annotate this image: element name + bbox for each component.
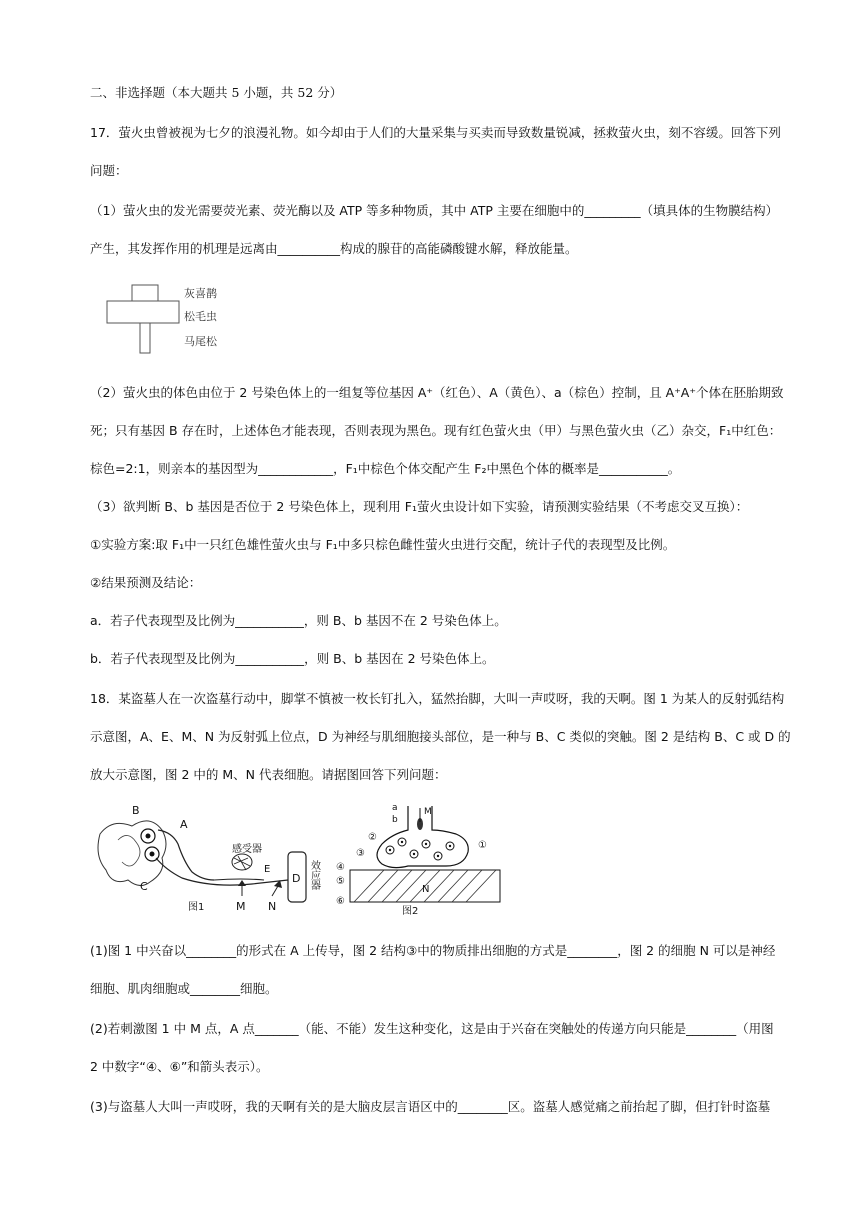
q17-experiment-plan: ①实验方案:取 F₁中一只红色雄性萤火虫与 F₁中多只棕色雌性萤火虫进行交配，统计子代的表现型及比例。: [90, 537, 676, 552]
synapse-c-dot: [150, 852, 155, 857]
fig1-label-effector: 效应器: [308, 860, 320, 890]
fig2-num-1: ①: [478, 840, 487, 851]
fig1-label-m: M: [236, 900, 246, 913]
fig2-num-6: ⑥: [336, 896, 345, 907]
q17-part1-line-2: 产生，其发挥作用的机理是远离由__________构成的腺苷的高能磷酸键水解，释放能量。: [90, 241, 578, 256]
fig1-label-a: A: [180, 818, 188, 831]
fig2-num-2: ②: [368, 832, 377, 843]
q17-result-a: a．若子代表现型及比例为___________，则 B、b 基因不在 2 号染色体上。: [90, 613, 507, 628]
figure-label-pine: 马尾松: [184, 335, 217, 348]
q18-intro-line-2: 示意图，A、E、M、N 为反射弧上位点，D 为神经与肌细胞接头部位，是一种与 B、C 类似的突触。图 2 是结构 B、C 或 D 的: [90, 729, 791, 744]
figure-2-synapse: [336, 803, 500, 917]
q17-prediction-heading: ②结果预测及结论：: [90, 575, 202, 590]
fig2-label-a: a: [392, 803, 398, 813]
afferent-nerve: [158, 830, 214, 880]
fig2-num-5: ⑤: [336, 876, 345, 887]
q18-part1-line-2: 细胞、肌肉细胞或________细胞。: [90, 981, 278, 996]
q17-part2-line-1: （2）萤火虫的体色由位于 2 号染色体上的一组复等位基因 A⁺（红色）、A（黄色）、a（棕色）控制，且 A⁺A⁺个体在胚胎期致: [90, 385, 784, 400]
caterpillar-box: [107, 301, 179, 323]
q17-part2-line-3: 棕色=2:1，则亲本的基因型为____________，F₁中棕色个体交配产生 F₂中黑色个体的概率是___________。: [90, 461, 681, 476]
q18-part3-line-1: (3)与盗墓人大叫一声哎呀，我的天啊有关的是大脑皮层言语区中的________区。盗墓人感觉痛之前抬起了脚，但打针时盗墓: [90, 1099, 771, 1114]
q18-part2-line-2: 2 中数字“④、⑥”和箭头表示）。: [90, 1059, 269, 1074]
q18-intro-line-1: 18．某盗墓人在一次盗墓行动中，脚掌不慎被一枚长钉扎入，猛然抬脚，大叫一声哎呀，我的天啊。图 1 为某人的反射弧结构: [90, 691, 785, 706]
fig1-label-e: E: [264, 864, 271, 875]
figure-label-caterpillar: 松毛虫: [184, 310, 217, 323]
spinal-cord-outline: [98, 821, 166, 886]
bird-box: [132, 285, 158, 301]
fig2-label-n: N: [422, 884, 430, 895]
q17-intro-line-1: 17．萤火虫曾被视为七夕的浪漫礼物。如今却由于人们的大量采集与买卖而导致数量锐减，拯救萤火虫，刻不容缓。回答下列: [90, 125, 781, 140]
arrow-n-shaft: [272, 886, 278, 896]
fig1-label-n: N: [268, 900, 277, 913]
presynaptic-terminal: [377, 806, 468, 868]
q17-intro-line-2: 问题：: [90, 163, 128, 178]
fig2-caption: 图2: [402, 906, 419, 917]
fig1-label-b: B: [132, 804, 140, 817]
q17-result-b: b．若子代表现型及比例为___________，则 B、b 基因在 2 号染色体上。: [90, 651, 495, 666]
fig2-num-4: ④: [336, 862, 345, 873]
q17-part1-line-1: （1）萤火虫的发光需要荧光素、荧光酶以及 ATP 等多种物质，其中 ATP 主要在细胞中的_________（填具体的生物膜结构）: [90, 203, 779, 218]
figure-label-bird: 灰喜鹊: [184, 287, 217, 300]
synapse-b-dot: [146, 834, 151, 839]
reflex-arc-synapse-figure: [92, 800, 512, 920]
fig1-caption: 图1: [188, 902, 205, 913]
figure-1-reflex-arc: [98, 804, 321, 913]
q17-part2-line-2: 死；只有基因 B 存在时，上述体色才能表现，否则表现为黑色。现有红色萤火虫（甲）与黑色萤火虫（乙）杂交，F₁中红色：: [90, 423, 782, 438]
food-chain-figure: [104, 282, 254, 360]
receptor-hatching: [234, 856, 250, 870]
q17-part3: （3）欲判断 B、b 基因是否位于 2 号染色体上，现利用 F₁萤火虫设计如下实验，请预测实验结果（不考虑交叉互换）：: [90, 499, 749, 514]
section-heading: 二、非选择题（本大题共 5 小题，共 52 分）: [90, 85, 343, 100]
arrow-m-head: [238, 880, 246, 886]
fig1-label-c: C: [140, 880, 148, 893]
q18-part2-line-1: (2)若刺激图 1 中 M 点，A 点_______（能、不能）发生这种变化，这是由于兴奋在突触处的传递方向只能是________（用图: [90, 1021, 774, 1036]
fig1-label-receptor: 感受器: [232, 844, 262, 855]
q18-intro-line-3: 放大示意图，图 2 中的 M、N 代表细胞。请据图回答下列问题：: [90, 767, 447, 782]
nerve-to-effector: [214, 879, 264, 880]
synaptic-vesicles: [386, 838, 454, 860]
fig2-label-b: b: [392, 815, 398, 825]
q18-part1-line-1: (1)图 1 中兴奋以________的形式在 A 上传导，图 2 结构③中的物质排出细胞的方式是________，图 2 的细胞 N 可以是神经: [90, 943, 776, 958]
fig1-label-d: D: [292, 872, 301, 885]
gray-matter-outline: [118, 835, 140, 866]
pine-box: [140, 323, 150, 353]
fig2-label-m: M: [424, 807, 432, 817]
fig2-num-3: ③: [356, 848, 365, 859]
